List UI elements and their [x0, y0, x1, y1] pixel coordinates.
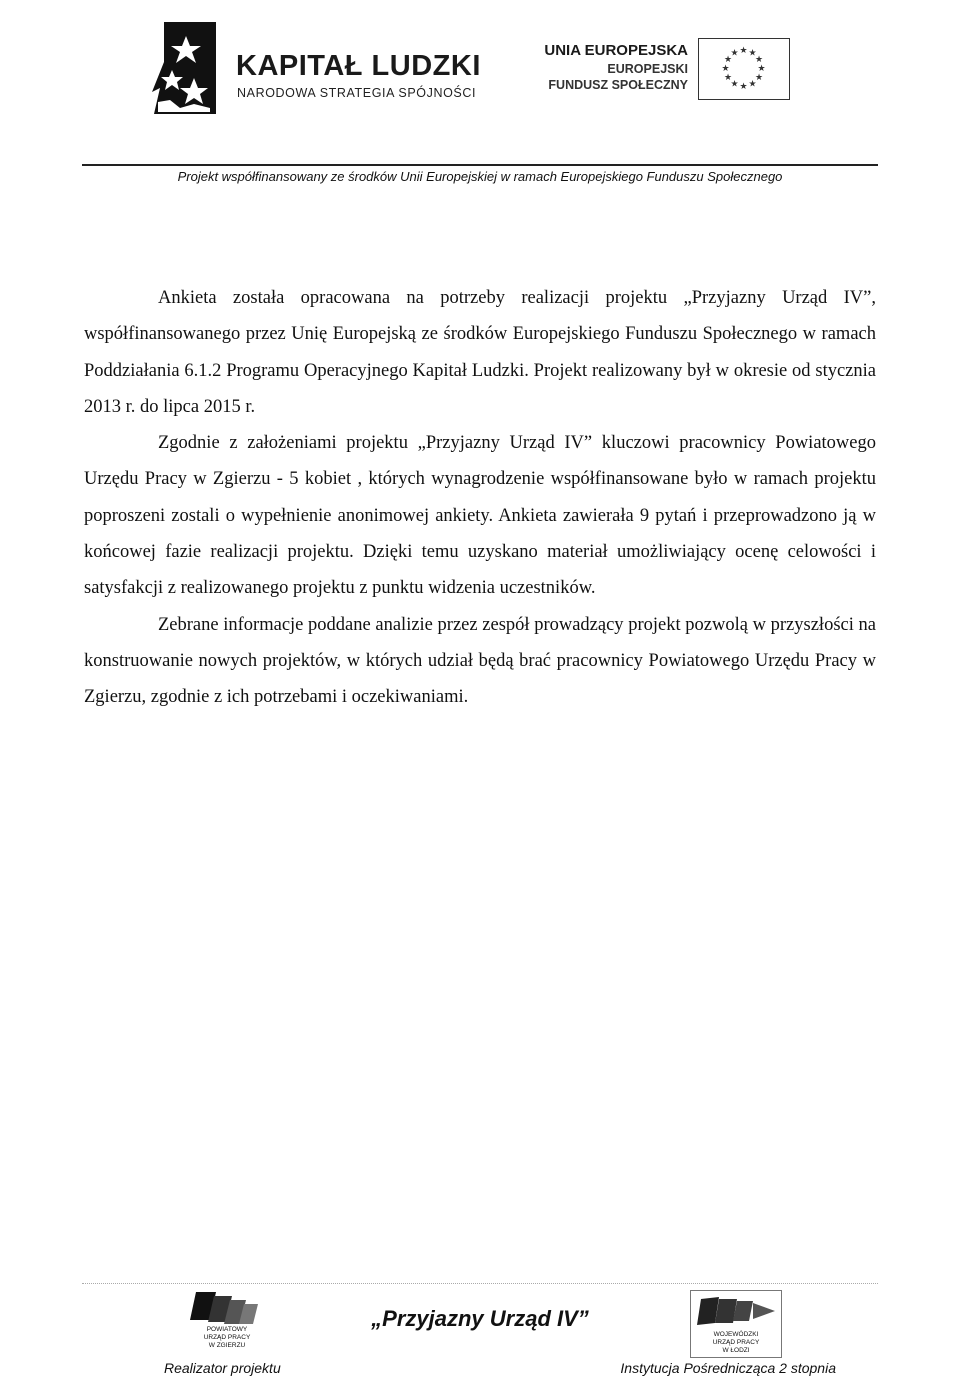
svg-text:★: ★ — [748, 48, 757, 59]
paragraph-1: Ankieta została opracowana na potrzeby realizacji projektu „Przyjazny Urząd IV”, współfinansowanego przez Unię Europejską ze środków Europejskiego Funduszu Społecznego w ramach Poddziałania 6.1.2 Programu Operacyjnego Kapitał Ludzki. Projekt realizowany był w okresie od stycznia 2013 r. do lipca 2015 r. — [84, 288, 876, 417]
svg-text:★: ★ — [754, 55, 764, 65]
svg-text:★: ★ — [730, 48, 739, 59]
pup-zgierz-logo — [182, 1290, 272, 1352]
project-name: „Przyjazny Urząd IV” — [371, 1306, 589, 1331]
svg-text:★: ★ — [739, 46, 748, 56]
paragraph-3: Zebrane informacje poddane analizie przez zespół prowadzący projekt pozwolą w przyszłości na konstruowanie nowych projektów, w których udział będą brać pracownicy Powiatowego Urzędu Pracy w Zgierzu, zgodnie z ich potrzebami i oczekiwaniami. — [84, 614, 876, 708]
wup-logo-line2: URZĄD PRACY — [712, 1339, 760, 1346]
svg-text:★: ★ — [730, 79, 739, 90]
wup-logo-line1: WOJEWÓDZKI — [713, 1331, 759, 1338]
svg-text:★: ★ — [757, 64, 766, 74]
kapital-ludzki-star-icon — [150, 18, 220, 118]
svg-text:★: ★ — [723, 55, 733, 65]
pup-logo-line1: POWIATOWY — [206, 1326, 248, 1333]
eu-logo-line2: EUROPEJSKI — [607, 62, 688, 76]
pup-logo-line3: W ZGIERZU — [208, 1342, 246, 1349]
svg-text:★: ★ — [748, 79, 757, 90]
svg-text:★: ★ — [721, 64, 730, 74]
document-body — [84, 280, 876, 716]
implementer-caption: Realizator projektu — [164, 1360, 281, 1376]
svg-text:★: ★ — [723, 73, 733, 83]
svg-text:★: ★ — [754, 73, 764, 83]
eu-social-fund-logo — [544, 36, 880, 106]
wup-lodz-emblem-icon — [691, 1291, 781, 1329]
kapital-ludzki-title: KAPITAŁ LUDZKI — [236, 50, 481, 82]
eu-flag-icon — [698, 38, 790, 100]
paragraph-2: Zgodnie z założeniami projektu „Przyjazny Urząd IV” kluczowi pracownicy Powiatowego Urzędu Pracy w Zgierzu - 5 kobiet , których wynagrodzenie współfinansowane było w ramach projektu poproszeni zostali o wypełnienie anonimowej ankiety. Ankieta zawierała 9 pytań i przeprowadzono ją w końcowej fazie realizacji projektu. Dzięki temu uzyskano materiał umożliwiający ocenę celowości i satysfakcji z realizowanego projektu z punktu widzenia uczestników. — [84, 433, 876, 599]
pup-logo-line2: URZĄD PRACY — [203, 1334, 251, 1341]
intermediate-body-caption: Instytucja Pośrednicząca 2 stopnia — [620, 1360, 836, 1376]
wup-logo-line3: W ŁODZI — [722, 1347, 750, 1354]
cofinancing-note: Projekt współfinansowany ze środków Unii Europejskiej w ramach Europejskiego Funduszu Społecznego — [177, 169, 783, 184]
footer-divider — [82, 1283, 878, 1284]
eu-logo-line1: UNIA EUROPEJSKA — [544, 42, 688, 59]
kapital-ludzki-logo — [150, 18, 481, 118]
pup-zgierz-emblem-icon — [182, 1290, 272, 1324]
kapital-ludzki-subtitle: NARODOWA STRATEGIA SPÓJNOŚCI — [237, 86, 477, 100]
wup-lodz-logo — [690, 1290, 782, 1358]
eu-logo-line3: FUNDUSZ SPOŁECZNY — [548, 78, 688, 92]
svg-text:★: ★ — [739, 82, 748, 92]
header-divider — [82, 164, 878, 166]
